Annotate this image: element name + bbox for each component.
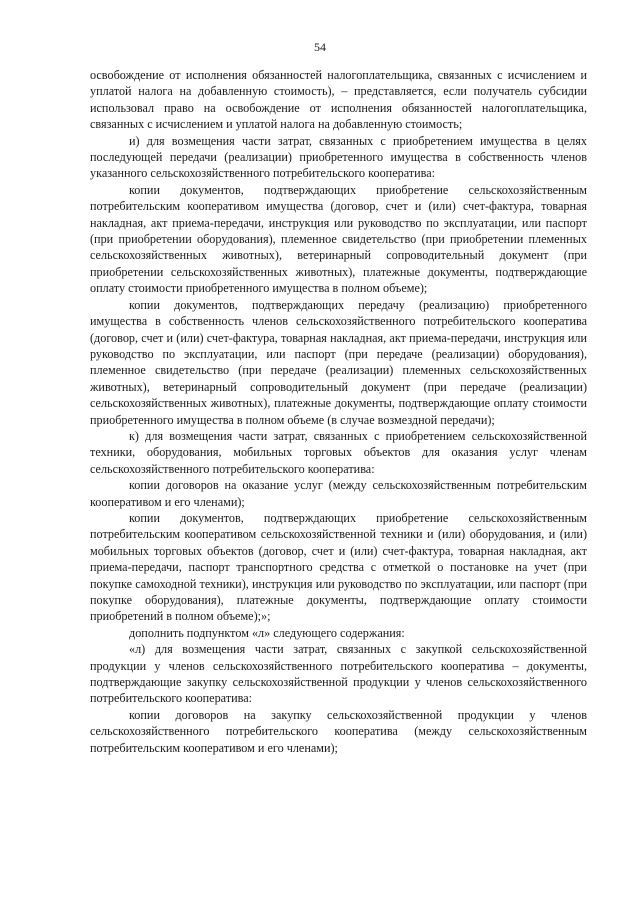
page-number: 54 <box>314 40 326 54</box>
document-body <box>90 67 587 756</box>
paragraph-purchase-contracts: копии договоров на закупку сельскохозяйственной продукции у членов сельскохозяйственного потребительского кооператива (между сельскохозяйственным потребительским кооперативом и его членами); <box>90 707 587 755</box>
paragraph-transfer-docs: копии документов, подтверждающих передачу (реализацию) приобретенного имущества в собственность членов сельскохозяйственного потребительского кооператива (договор, счет и (или) счет-фактура, товарная накладная, акт приема-передачи, инструкция или руководство по эксплуатации, или паспорт (при передаче (реализации) оборудования), племенное свидетельство (при передаче (реализации) племенных сельскохозяйственных животных), ветеринарный сопроводительный документ (при передаче (реализации) сельскохозяйственных животных), платежные документы, подтверждающие оплату стоимости приобретенного имущества в полном объеме (в случае возмездной передачи); <box>90 297 587 427</box>
paragraph-add-subitem: дополнить подпунктом «л» следующего содержания: <box>129 625 405 640</box>
paragraph-acquisition-docs: копии документов, подтверждающих приобретение сельскохозяйственным потребительским кооперативом имущества (договор, счет и (или) счет-фактура, товарная накладная, акт приема-передачи, инструкция или руководство по эксплуатации, или паспорт (при приобретении оборудования), племенное свидетельство (при приобретении племенных сельскохозяйственных животных), ветеринарный сопроводительный документ (при приобретении сельскохозяйственных животных), платежные документы, подтверждающие оплату стоимости приобретенного имущества в полном объеме); <box>90 182 587 296</box>
paragraph-service-contracts: копии договоров на оказание услуг (между сельскохозяйственным потребительским кооперативом и его членами); <box>90 478 587 509</box>
paragraph-continuation: освобождение от исполнения обязанностей налогоплательщика, связанных с исчислением и уплатой налога на добавленную стоимость), – представляется, если получатель субсидии использовал право на освобождение от исполнения обязанностей налогоплательщика, связанных с исчислением и уплатой налога на добавленную стоимость; <box>90 68 587 132</box>
paragraph-subitem-l: «л) для возмещения части затрат, связанных с закупкой сельскохозяйственной продукции у членов сельскохозяйственного потребительского кооператива – документы, подтверждающие закупку сельскохозяйственной продукции у членов сельскохозяйственного потребительского кооператива: <box>90 642 587 706</box>
paragraph-subitem-i: и) для возмещения части затрат, связанных с приобретением имущества в целях последующей передачи (реализации) приобретенного имущества в собственность членов указанного сельскохозяйственного потребительского кооператива: <box>90 133 587 181</box>
paragraph-equipment-docs: копии документов, подтверждающих приобретение сельскохозяйственным потребительским кооперативом сельскохозяйственной техники и (или) оборудования, и (или) мобильных торговых объектов (договор, счет и (или) счет-фактура, товарная накладная, акт приема-передачи, паспорт транспортного средства с отметкой о постановке на учет (при покупке самоходной техники), инструкция или руководство по эксплуатации, или паспорт (при покупке оборудования), платежные документы, подтверждающие оплату стоимости приобретений в полном объеме);»; <box>90 510 587 624</box>
paragraph-subitem-k: к) для возмещения части затрат, связанных с приобретением сельскохозяйственной техники, оборудования, мобильных торговых объектов для оказания услуг членам сельскохозяйственного потребительского кооператива: <box>90 428 587 476</box>
